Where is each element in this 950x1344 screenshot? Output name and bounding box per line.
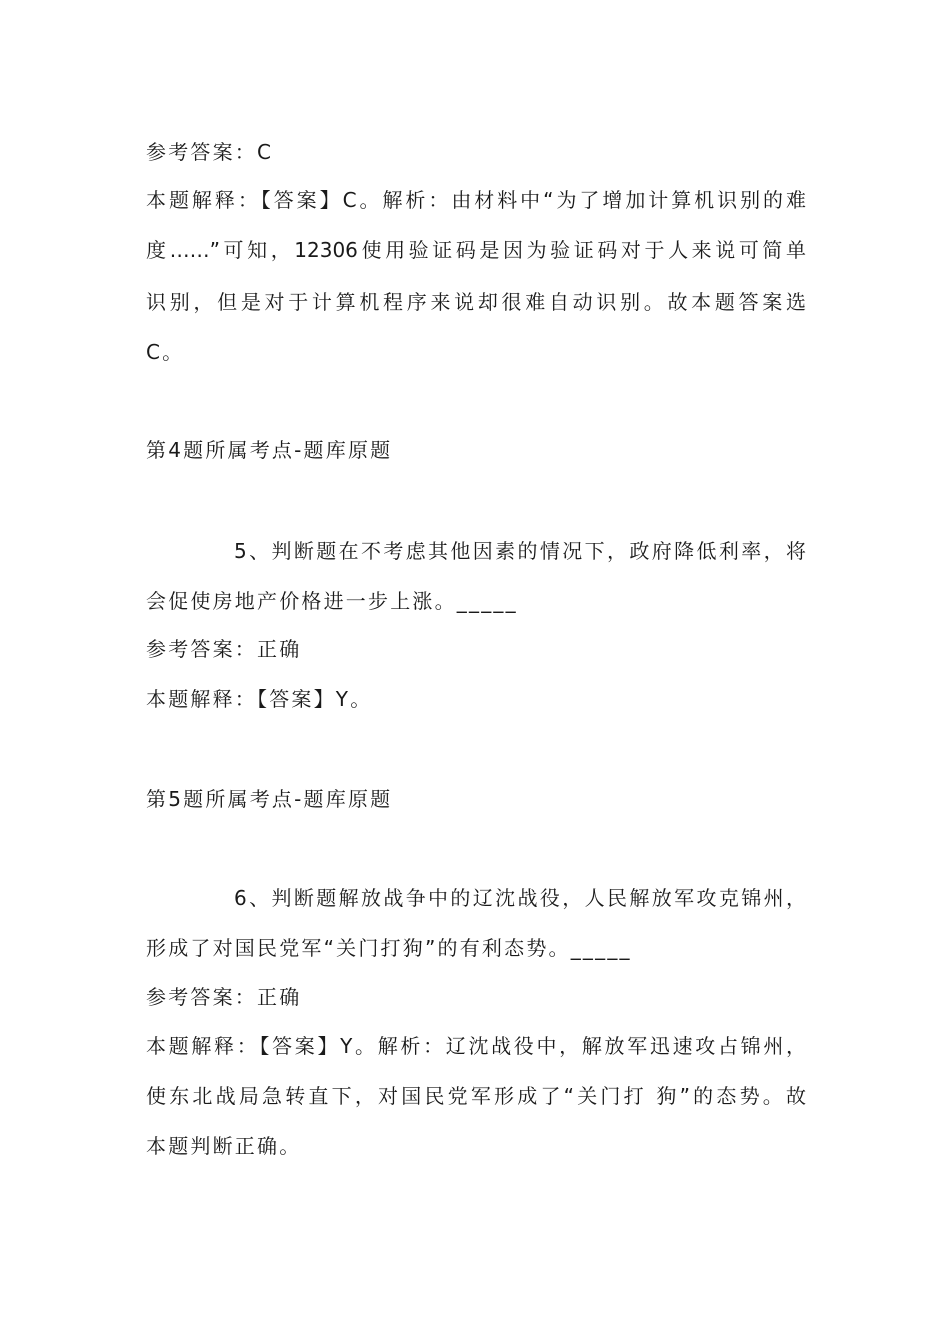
q6-explanation-line-3: 本题判断正确。 <box>146 1134 302 1158</box>
q5-explanation-line-1: 本题解释：【答案】Y。 <box>146 687 373 711</box>
q6-answer: 参考答案：正确 <box>146 985 302 1009</box>
q3-answer: 参考答案：C <box>146 140 274 164</box>
q5-question-line-1: 5、判断题在不考虑其他因素的情况下，政府降低利率，将 <box>234 539 806 563</box>
q6-explanation-line-1: 本题解释：【答案】Y。解析：辽沈战役中，解放军迅速攻占锦州， <box>146 1034 806 1058</box>
q5-answer: 参考答案：正确 <box>146 637 302 661</box>
q3-explanation-line-2: 度……”可知，12306使用验证码是因为验证码对于人来说可简单 <box>146 238 806 262</box>
q6-explanation-line-2: 使东北战局急转直下，对国民党军形成了“关门打 狗”的态势。故 <box>146 1084 806 1108</box>
q6-question-line-1: 6、判断题解放战争中的辽沈战役，人民解放军攻克锦州， <box>234 886 806 910</box>
q5-question-line-2: 会促使房地产价格进一步上涨。_____ <box>146 589 518 613</box>
q3-explanation-line-3: 识别，但是对于计算机程序来说却很难自动识别。故本题答案选 <box>146 290 806 314</box>
q5-knowledge-point: 第5题所属考点-题库原题 <box>146 787 393 811</box>
q4-knowledge-point: 第4题所属考点-题库原题 <box>146 438 393 462</box>
q3-explanation-line-1: 本题解释：【答案】C。解析：由材料中“为了增加计算机识别的难 <box>146 188 806 212</box>
q6-question-line-2: 形成了对国民党军“关门打狗”的有利态势。_____ <box>146 936 632 960</box>
q3-explanation-line-4: C。 <box>146 340 185 364</box>
